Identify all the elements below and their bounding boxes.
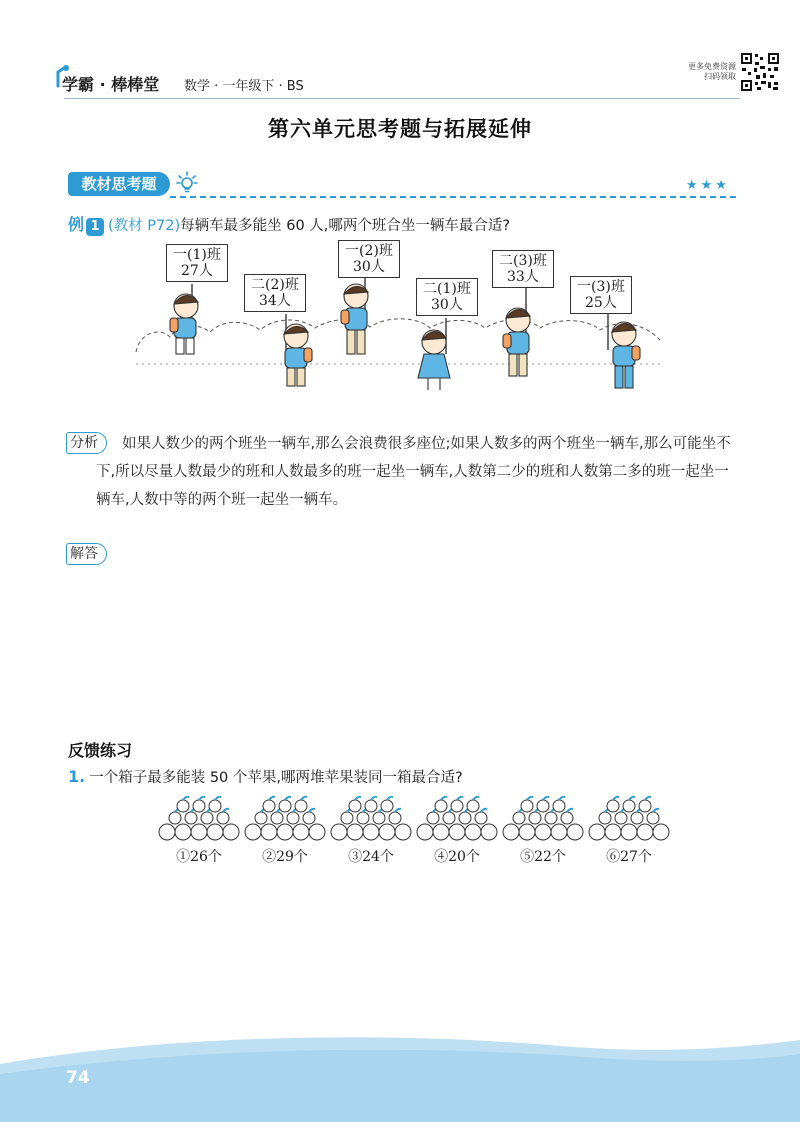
question-text: 一个箱子最多能装 50 个苹果,哪两堆苹果装同一箱最合适?	[89, 770, 463, 786]
section-tag: 教材思考题	[68, 172, 170, 196]
class-count: 34人	[259, 293, 291, 309]
difficulty-stars: ★★★	[686, 178, 730, 193]
class-name: 二(3)班	[499, 253, 547, 269]
class-sign	[166, 244, 228, 282]
apple-pile-icon	[586, 796, 672, 846]
practice-question-1	[68, 766, 463, 787]
class-sign	[492, 250, 554, 288]
pile-label: ①26个	[176, 849, 222, 865]
children-signs-illustration	[130, 232, 670, 408]
class-count: 25人	[585, 295, 617, 311]
class-count: 30人	[431, 297, 463, 313]
footer-wave	[0, 1030, 800, 1122]
textbook-reference: (教材 P72)	[108, 218, 181, 234]
analysis-body: 如果人数少的两个班坐一辆车,那么会浪费很多座位;如果人数多的两个班坐一辆车,那么可能坐不下,所以尽量人数最少的班和人数最多的班一起坐一辆车,人数第二少的班和人数第二多的班一起坐一辆车,人数中等的两个班一起坐一辆车。	[96, 436, 731, 508]
practice-title: 反馈练习	[68, 741, 133, 760]
class-sign	[416, 278, 478, 316]
lightbulb-icon	[176, 170, 198, 196]
example-label: 例	[68, 215, 85, 234]
pile-label: ⑥27个	[606, 849, 652, 865]
apple-pile-icon	[156, 796, 242, 846]
pile-label: ②29个	[262, 849, 308, 865]
answer-label[interactable]: 解答	[66, 543, 107, 565]
section-divider	[170, 196, 736, 198]
class-name: 二(1)班	[423, 281, 471, 297]
class-sign	[570, 276, 632, 314]
apple-pile-icon	[500, 796, 586, 846]
brand-name: 学霸 · 棒棒堂	[62, 75, 160, 94]
book-subject: 数学 · 一年级下 · BS	[184, 79, 304, 94]
class-count: 33人	[507, 269, 539, 285]
class-count: 30人	[353, 259, 385, 275]
example-question-text: 每辆车最多能坐 60 人,哪两个班合坐一辆车最合适?	[180, 218, 511, 234]
qr-code-icon[interactable]	[740, 52, 780, 92]
example-number: 1	[86, 218, 104, 236]
pile-label: ③24个	[348, 849, 394, 865]
class-name: 一(3)班	[577, 279, 625, 295]
analysis-text	[96, 430, 736, 514]
class-name: 一(2)班	[345, 243, 393, 259]
header-divider	[64, 98, 740, 99]
page-title: 第六单元思考题与拓展延伸	[268, 117, 532, 141]
question-number: 1.	[68, 767, 86, 786]
class-name: 二(2)班	[251, 277, 299, 293]
class-sign	[244, 274, 306, 312]
apple-pile-icon	[414, 796, 500, 846]
qr-caption-line2: 扫码领取	[704, 72, 736, 81]
analysis-label: 分析	[66, 432, 107, 454]
qr-caption-line1: 更多免费资源	[688, 62, 736, 71]
pile-label: ④20个	[434, 849, 480, 865]
class-sign	[338, 240, 400, 278]
class-count: 27人	[181, 263, 213, 279]
apple-pile-icon	[242, 796, 328, 846]
qr-caption	[676, 62, 736, 82]
pile-label: ⑤22个	[520, 849, 566, 865]
class-name: 一(1)班	[173, 247, 221, 263]
apple-pile-icon	[328, 796, 414, 846]
page-number: 74	[66, 1068, 90, 1088]
